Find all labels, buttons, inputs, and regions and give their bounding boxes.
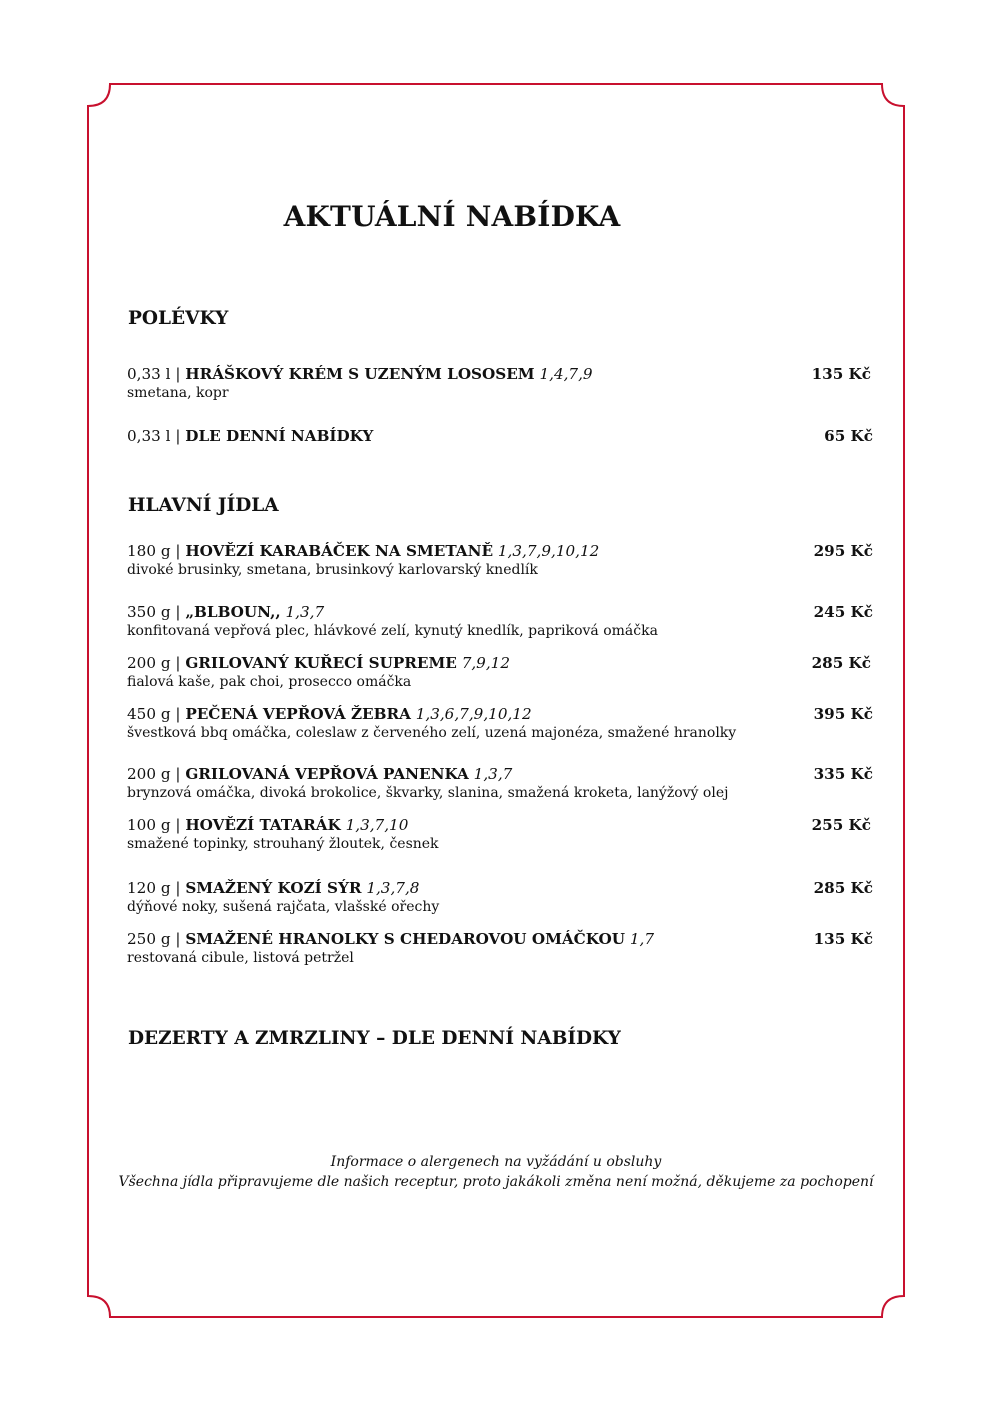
item-quantity: 120 g | [127,879,181,897]
item-name: HOVĚZÍ TATARÁK [185,816,341,834]
item-allergens: 1,3,7,9,10,12 [497,542,600,560]
item-quantity: 200 g | [127,654,181,672]
footer-allergen-info: Informace o alergenech na vyžádání u obsluhy [330,1154,662,1170]
item-quantity: 0,33 l | [127,427,181,445]
item-price: 395 Kč [813,705,873,723]
item-name: GRILOVANÝ KUŘECÍ SUPREME [185,654,457,672]
item-name: PEČENÁ VEPŘOVÁ ŽEBRA [185,705,411,723]
item-description: švestková bbq omáčka, coleslaw z červeného zelí, uzená majonéza, smažené hranolky [127,725,737,741]
item-allergens: 1,7 [629,930,654,948]
item-name: SMAŽENÝ KOZÍ SÝR [185,879,362,897]
menu-item [127,541,873,580]
item-quantity: 450 g | [127,705,181,723]
item-name: GRILOVANÁ VEPŘOVÁ PANENKA [185,765,469,783]
item-description: smažené topinky, strouhaný žloutek, česnek [127,836,439,852]
section-title-soups: POLÉVKY [128,308,229,329]
menu-item [127,704,873,743]
item-allergens: 1,3,6,7,9,10,12 [415,705,532,723]
menu-item [127,364,873,403]
section-title-mains: HLAVNÍ JÍDLA [128,495,279,516]
menu-item [127,929,873,968]
item-description: dýňové noky, sušená rajčata, vlašské ořechy [127,899,440,915]
section-title-desserts: DEZERTY A ZMRZLINY – DLE DENNÍ NABÍDKY [128,1028,621,1049]
item-quantity: 250 g | [127,930,181,948]
item-price: 285 Kč [811,654,871,672]
menu-item [127,764,873,803]
menu-item [127,426,873,446]
item-quantity: 0,33 l | [127,365,181,383]
item-price: 255 Kč [811,816,871,834]
item-quantity: 180 g | [127,542,181,560]
item-description: konfitovaná vepřová plec, hlávkové zelí, kynutý knedlík, papriková omáčka [127,623,658,639]
item-name: HRÁŠKOVÝ KRÉM S UZENÝM LOSOSEM [185,365,535,383]
item-quantity: 200 g | [127,765,181,783]
item-description: smetana, kopr [127,385,229,401]
item-allergens: 1,4,7,9 [539,365,593,383]
item-allergens: 7,9,12 [461,654,510,672]
item-price: 65 Kč [824,427,873,445]
menu-item [127,653,873,692]
item-description: fialová kaše, pak choi, prosecco omáčka [127,674,412,690]
menu-item [127,815,873,854]
item-allergens: 1,3,7,8 [366,879,420,897]
item-price: 335 Kč [813,765,873,783]
item-quantity: 350 g | [127,603,181,621]
item-name: SMAŽENÉ HRANOLKY S CHEDAROVOU OMÁČKOU [185,930,626,948]
item-allergens: 1,3,7 [473,765,513,783]
item-name: DLE DENNÍ NABÍDKY [185,427,374,445]
page-title: AKTUÁLNÍ NABÍDKA [283,200,621,233]
item-description: divoké brusinky, smetana, brusinkový karlovarský knedlík [127,562,538,578]
menu-item [127,878,873,917]
menu-item [127,602,873,641]
item-price: 135 Kč [811,365,871,383]
item-price: 295 Kč [813,542,873,560]
item-price: 245 Kč [813,603,873,621]
footer-recipe-note: Všechna jídla připravujeme dle našich receptur, proto jakákoli změna není možná, děkujeme za pochopení [118,1174,874,1190]
item-allergens: 1,3,7,10 [345,816,409,834]
item-allergens: 1,3,7 [285,603,325,621]
footer-note [0,1152,992,1192]
item-name: „BLBOUN,, [185,603,281,621]
item-name: HOVĚZÍ KARABÁČEK NA SMETANĚ [185,542,494,560]
item-price: 135 Kč [813,930,873,948]
item-description: restovaná cibule, listová petržel [127,950,354,966]
item-price: 285 Kč [813,879,873,897]
item-description: brynzová omáčka, divoká brokolice, škvarky, slanina, smažená kroketa, lanýžový olej [127,785,729,801]
item-quantity: 100 g | [127,816,181,834]
